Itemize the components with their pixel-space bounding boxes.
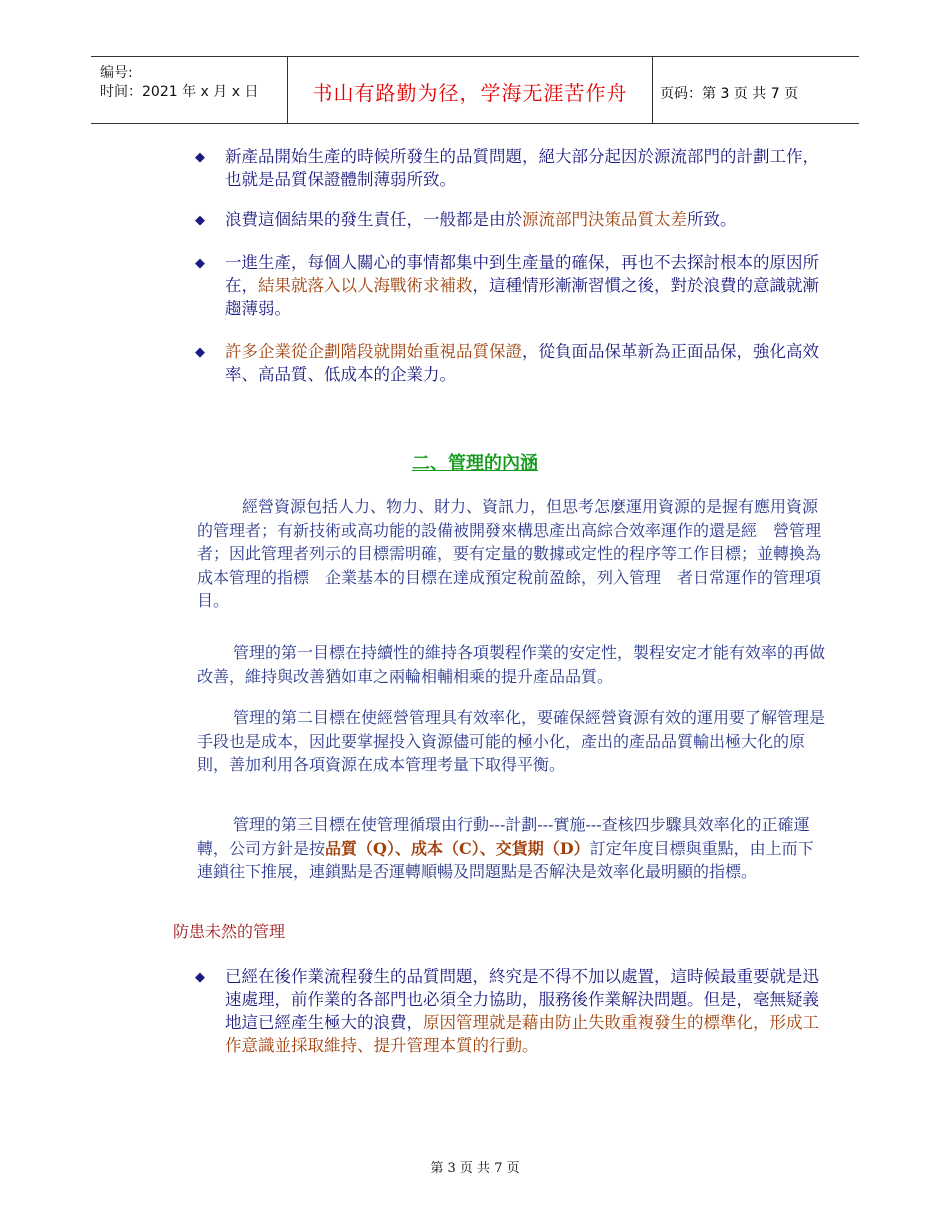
subheading: 防患未然的管理 [173, 922, 286, 941]
paragraph: 管理的第二目標在使經營管理具有效率化，要確保經營資源有效的運用要了解管理是手段也是成本，因此要掌握投入資源儘可能的極小化，產出的產品品質輸出極大化的原則，善加利用各項資源在成本管理考量下取得平衡。 [197, 708, 826, 774]
paragraph: 管理的第一目標在持續性的維持各項製程作業的安定性，製程安定才能有效率的再做改善，維持與改善猶如車之兩輪相輔相乘的提升產品品質。 [197, 643, 826, 686]
header-page-cell [652, 57, 859, 123]
page-header [91, 56, 859, 124]
diamond-bullet-icon: ◆ [195, 970, 205, 985]
diamond-bullet-icon: ◆ [195, 213, 205, 228]
highlight-text: 許多企業從企劃階段就開始重視品質保證 [225, 342, 522, 361]
header-motto-cell [287, 57, 653, 123]
doc-number-label: 编号: [100, 65, 133, 81]
highlight-text: 源流部門決策品質太差 [522, 210, 687, 229]
bullet-text: 已經在後作業流程發生的品質問題，終究是不得不加以處置，這時候最重要就是迅速處理，前作業的各部門也必須全力協助，服務後作業解決問題。但是，毫無疑義地這已經產生極大的浪費，原因管理就是藉由防止失敗重複發生的標準化，形成工作意識並採取維持、提升管理本質的行動。 [225, 967, 819, 1055]
bullet-item [195, 145, 825, 191]
bullet-text: 許多企業從企劃階段就開始重視品質保證，從負面品保革新為正面品保，強化高效率、高品質、低成本的企業力。 [225, 342, 819, 384]
bullet-item [195, 965, 825, 1057]
bullet-item [195, 208, 825, 231]
diamond-bullet-icon: ◆ [195, 256, 205, 271]
bullet-text: 一進生產，每個人關心的事情都集中到生產量的確保，再也不去探討根本的原因所在，結果就落入以人海戰術求補救，這種情形漸漸習慣之後，對於浪費的意識就漸趨薄弱。 [225, 253, 819, 318]
highlight-text: 結果就落入以人海戰術求補救 [258, 276, 473, 295]
section-title: 二、管理的內涵 [412, 453, 538, 474]
bullet-text: 新產品開始生產的時候所發生的品質問題，絕大部分起因於源流部門的計劃工作，也就是品質保證體制薄弱所致。 [225, 147, 819, 189]
paragraph: 經營資源包括人力、物力、財力、資訊力，但思考怎麼運用資源的是握有應用資源的管理者；有新技術或高功能的設備被開發來構思產出高綜合效率運作的還是經 營管理者；因此管理者列示的目標需明確，要有定量的數據或定性的程序等工作目標；並轉換為成本管理的指標 企業基本的目標在達成預定稅前盈餘，列入管理 者日常運作的管理項目。 [197, 497, 822, 610]
header-meta-cell [91, 57, 287, 123]
header-page-info: 页码：第 3 页 共 7 页 [660, 86, 799, 102]
bullet-item [195, 340, 825, 386]
header-motto: 书山有路勤为径，学海无涯苦作舟 [312, 81, 628, 105]
doc-time-label: 时间：2021 年 x 月 x 日 [100, 84, 259, 100]
paragraph: 管理的第三目標在使管理循環由行動---計劃---實施---查核四步驟具效率化的正確運轉，公司方針是按品質（Q）、成本（C）、交貨期（D）訂定年度目標與重點，由上而下連鎖往下推展，連鎖點是否運轉順暢及問題點是否解決是效率化最明顯的指標。 [197, 815, 814, 881]
diamond-bullet-icon: ◆ [195, 150, 205, 165]
bullet-item [195, 251, 825, 320]
diamond-bullet-icon: ◆ [195, 345, 205, 360]
page-footer: 第 3 页 共 7 页 [430, 1161, 520, 1176]
bold-highlight: 品質（Q）、成本（C）、交貨期（D） [325, 838, 590, 858]
bullet-text: 浪費這個結果的發生責任，一般都是由於源流部門決策品質太差所致。 [225, 210, 737, 229]
highlight-text: 原因管理就是藉由防止失敗重複發生的標準化，形成工作意識並採取維持、提升管理本質的行動。 [225, 1013, 819, 1055]
